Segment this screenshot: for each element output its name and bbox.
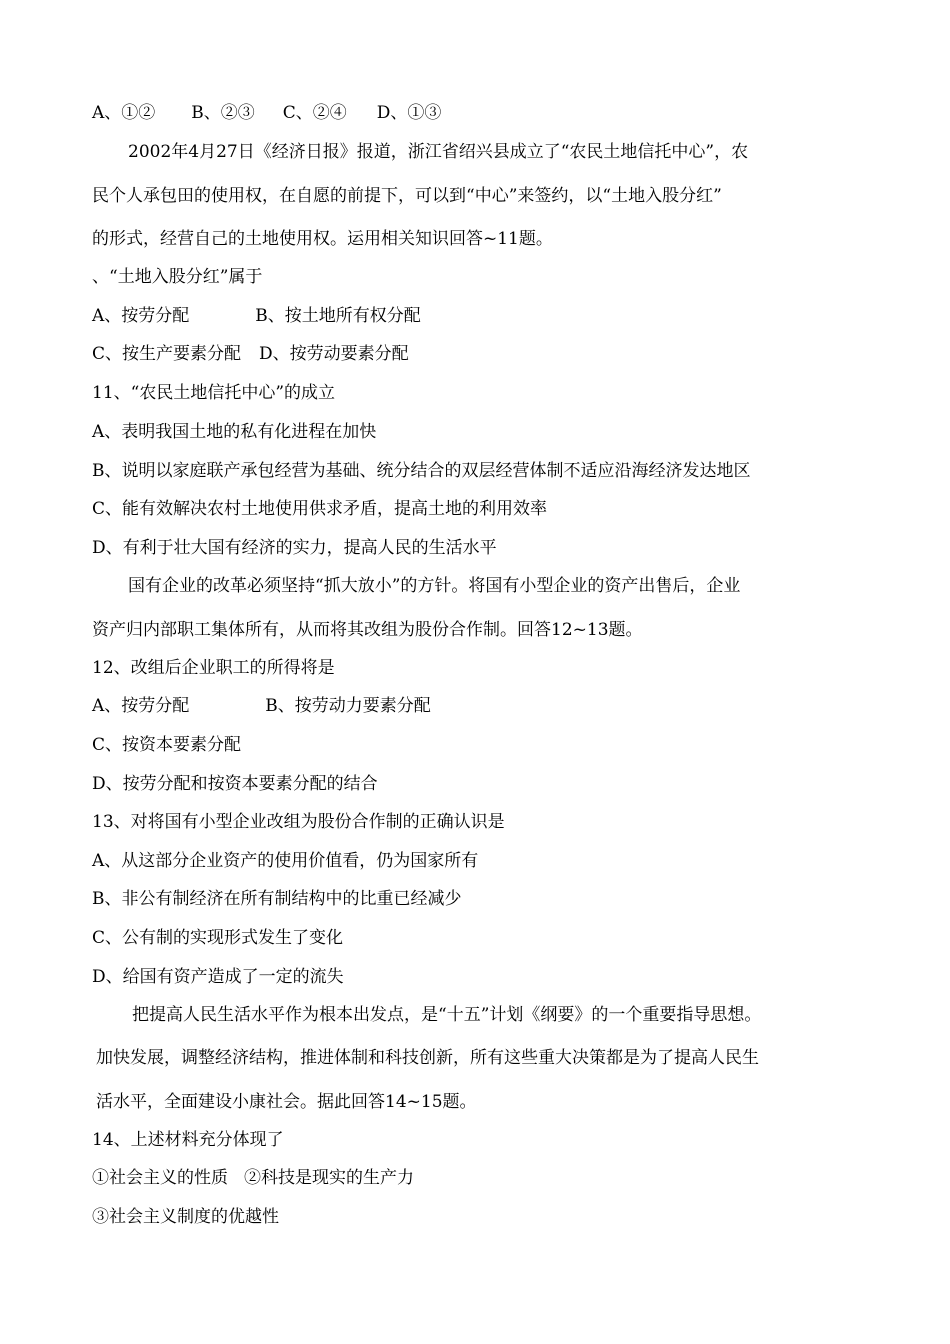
passage-1-line-2: 民个人承包田的使用权，在自愿的前提下，可以到“中心”来签约，以“土地入股分红”	[92, 186, 722, 206]
q11-option-d: D、有利于壮大国有经济的实力，提高人民的生活水平	[92, 538, 497, 558]
q11-stem: 11、“农民土地信托中心”的成立	[92, 383, 336, 403]
q13-option-c: C、公有制的实现形式发生了变化	[92, 928, 344, 948]
q11-option-b: B、说明以家庭联产承包经营为基础、统分结合的双层经营体制不适应沿海经济发达地区	[92, 461, 751, 481]
q11-option-c: C、能有效解决农村土地使用供求矛盾，提高土地的利用效率	[92, 499, 548, 519]
passage-2-line-1: 国有企业的改革必须坚持“抓大放小”的方针。将国有小型企业的资产出售后，企业	[128, 576, 741, 596]
option-a: A、①②	[92, 103, 156, 123]
q14-stem: 14、上述材料充分体现了	[92, 1130, 284, 1150]
choice-1: ①社会主义的性质	[92, 1168, 228, 1188]
q12-option-d: D、按劳分配和按资本要素分配的结合	[92, 774, 378, 794]
option-b: B、按土地所有权分配	[255, 306, 421, 326]
option-b: B、按劳动力要素分配	[265, 696, 431, 716]
option-a: A、按劳分配	[92, 696, 190, 716]
q14-choices-1-2	[92, 1167, 414, 1189]
q14-choice-3: ③社会主义制度的优越性	[92, 1207, 279, 1227]
passage-3-line-1: 把提高人民生活水平作为根本出发点，是“十五”计划《纲要》的一个重要指导思想。	[132, 1005, 762, 1025]
q10-options-cd	[92, 343, 409, 365]
q9-options	[92, 102, 441, 124]
choice-2: ②科技是现实的生产力	[244, 1168, 414, 1188]
q13-option-b: B、非公有制经济在所有制结构中的比重已经减少	[92, 889, 462, 909]
option-c: C、按生产要素分配	[92, 344, 242, 364]
q13-stem: 13、对将国有小型企业改组为股份合作制的正确认识是	[92, 812, 505, 832]
q12-options-ab	[92, 695, 431, 717]
q10-options-ab	[92, 305, 421, 327]
q12-stem: 12、改组后企业职工的所得将是	[92, 658, 335, 678]
q13-option-d: D、给国有资产造成了一定的流失	[92, 967, 344, 987]
option-d: D、按劳动要素分配	[259, 344, 409, 364]
passage-1-line-1: 2002年4月27日《经济日报》报道，浙江省绍兴县成立了“农民土地信托中心”，农	[128, 142, 749, 162]
option-a: A、按劳分配	[92, 306, 190, 326]
q12-option-c: C、按资本要素分配	[92, 735, 242, 755]
option-d: D、①③	[376, 103, 442, 123]
q13-option-a: A、从这部分企业资产的使用价值看，仍为国家所有	[92, 851, 479, 871]
passage-2-line-2: 资产归内部职工集体所有，从而将其改组为股份合作制。回答12~13题。	[92, 620, 643, 640]
passage-3-line-2: 加快发展，调整经济结构，推进体制和科技创新，所有这些重大决策都是为了提高人民生	[96, 1048, 759, 1068]
option-c: C、②④	[282, 103, 347, 123]
q10-stem: 、“土地入股分红”属于	[92, 267, 263, 287]
q11-option-a: A、表明我国土地的私有化进程在加快	[92, 422, 377, 442]
passage-3-line-3: 活水平，全面建设小康社会。据此回答14~15题。	[96, 1092, 477, 1112]
option-b: B、②③	[191, 103, 255, 123]
passage-1-line-3: 的形式，经营自己的土地使用权。运用相关知识回答~11题。	[92, 229, 553, 249]
